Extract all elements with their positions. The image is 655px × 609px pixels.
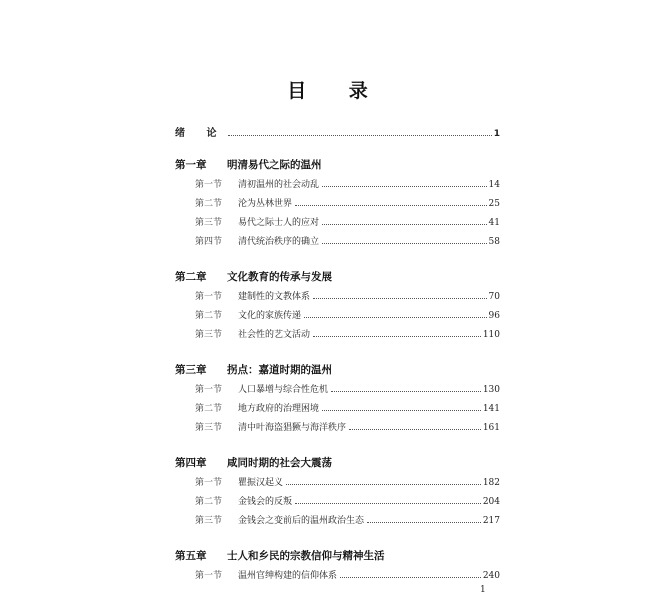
section-label: 第三节: [195, 218, 223, 228]
leader-dots: [322, 185, 487, 187]
section-title: 清中叶海盗猖獗与海洋秩序: [238, 423, 347, 433]
section-page-number: 58: [488, 237, 500, 247]
section-title: 沦为丛林世界: [238, 199, 293, 209]
table-of-contents: [175, 124, 500, 603]
section-page-number: 41: [488, 218, 500, 228]
section-title: 人口暴增与综合性危机: [238, 385, 329, 395]
page-title: 目 录: [287, 80, 386, 102]
toc-intro-entry[interactable]: [175, 124, 500, 143]
chapter-title: 拐点：嘉道时期的温州: [227, 364, 332, 376]
section-entry[interactable]: [175, 289, 500, 308]
section-entry[interactable]: [175, 382, 500, 401]
intro-label: 绪 论: [175, 128, 226, 139]
leader-dots: [313, 335, 481, 337]
section-title: 社会性的艺文活动: [238, 330, 311, 340]
chapter-heading-3[interactable]: [175, 362, 500, 382]
section-page-number: 240: [482, 571, 500, 581]
section-label: 第一节: [195, 180, 223, 190]
chapter-title: 士人和乡民的宗教信仰与精神生活: [227, 550, 385, 562]
section-page-number: 217: [482, 516, 500, 526]
section-label: 第二节: [195, 311, 223, 321]
section-title: 建制性的文教体系: [238, 292, 311, 302]
section-label: 第一节: [195, 571, 223, 581]
section-label: 第一节: [195, 478, 223, 488]
leader-dots: [286, 483, 481, 485]
chapter-label: 第四章: [175, 457, 207, 469]
section-title: 清初温州的社会动乱: [238, 180, 320, 190]
section-title: 文化的家族传递: [238, 311, 302, 321]
leader-dots: [304, 316, 487, 318]
section-entry[interactable]: [175, 568, 500, 587]
section-title: 金钱会之变前后的温州政治生态: [238, 516, 365, 526]
chapter-heading-5[interactable]: [175, 548, 500, 568]
section-page-number: 70: [488, 292, 500, 302]
section-entry[interactable]: [175, 494, 500, 513]
chapter-heading-4[interactable]: [175, 455, 500, 475]
leader-dots: [313, 297, 487, 299]
chapter-block-1: [175, 157, 500, 253]
section-label: 第二节: [195, 497, 223, 507]
section-page-number: 14: [488, 180, 500, 190]
section-entry[interactable]: [175, 308, 500, 327]
section-page-number: 130: [482, 385, 500, 395]
leader-dots: [367, 521, 481, 523]
chapter-block-5: [175, 548, 500, 587]
section-label: 第二节: [195, 199, 223, 209]
section-page-number: 25: [488, 199, 500, 209]
section-entry[interactable]: [175, 196, 500, 215]
leader-dots: [349, 428, 481, 430]
section-title: 清代统治秩序的确立: [238, 237, 320, 247]
section-entry[interactable]: [175, 215, 500, 234]
chapter-title: 文化教育的传承与发展: [227, 271, 332, 283]
section-label: 第二节: [195, 404, 223, 414]
section-label: 第三节: [195, 423, 223, 433]
leader-dots: [295, 502, 481, 504]
section-title: 温州官绅构建的信仰体系: [238, 571, 338, 581]
chapter-title: 咸同时期的社会大震荡: [227, 457, 332, 469]
section-page-number: 110: [482, 330, 500, 340]
leader-dots: [322, 223, 487, 225]
leader-dots: [322, 242, 487, 244]
section-page-number: 204: [482, 497, 500, 507]
section-label: 第四节: [195, 237, 223, 247]
section-page-number: 96: [488, 311, 500, 321]
section-entry[interactable]: [175, 513, 500, 532]
section-entry[interactable]: [175, 177, 500, 196]
leader-dots: [331, 390, 481, 392]
section-title: 易代之际士人的应对: [238, 218, 320, 228]
page-number: 1: [480, 585, 486, 595]
section-title: 金钱会的反叛: [238, 497, 293, 507]
chapter-heading-2[interactable]: [175, 269, 500, 289]
chapter-label: 第一章: [175, 159, 207, 171]
chapter-title: 明清易代之际的温州: [227, 159, 322, 171]
leader-dots: [340, 576, 481, 578]
leader-dots: [228, 134, 491, 136]
chapter-block-2: [175, 269, 500, 346]
chapter-label: 第三章: [175, 364, 207, 376]
leader-dots: [322, 409, 481, 411]
section-label: 第三节: [195, 516, 223, 526]
section-page-number: 161: [482, 423, 500, 433]
chapter-heading-1[interactable]: [175, 157, 500, 177]
chapter-label: 第二章: [175, 271, 207, 283]
section-page-number: 141: [482, 404, 500, 414]
section-title: 瞿振汉起义: [238, 478, 284, 488]
section-entry[interactable]: [175, 401, 500, 420]
section-label: 第一节: [195, 292, 223, 302]
section-label: 第三节: [195, 330, 223, 340]
chapter-label: 第五章: [175, 550, 207, 562]
chapter-block-4: [175, 455, 500, 532]
section-entry[interactable]: [175, 234, 500, 253]
leader-dots: [295, 204, 487, 206]
chapter-block-3: [175, 362, 500, 439]
section-title: 地方政府的治理困境: [238, 404, 320, 414]
intro-page-number: 1: [493, 129, 500, 139]
section-label: 第一节: [195, 385, 223, 395]
section-entry[interactable]: [175, 327, 500, 346]
section-entry[interactable]: [175, 420, 500, 439]
section-entry[interactable]: [175, 475, 500, 494]
section-page-number: 182: [482, 478, 500, 488]
